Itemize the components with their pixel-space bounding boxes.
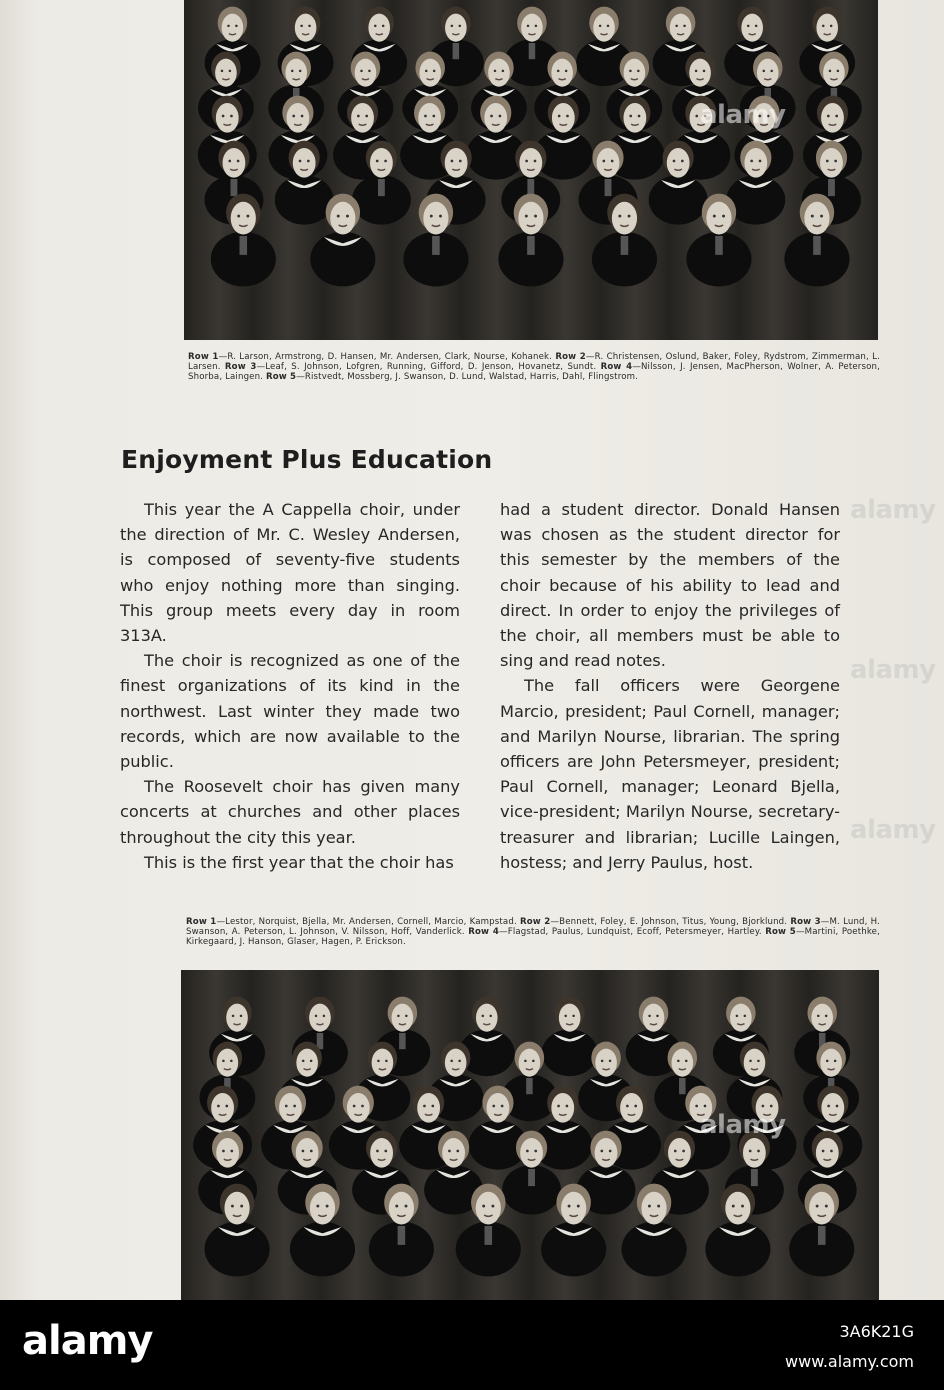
watermark-right-3: alamy (850, 815, 936, 845)
caption-top-row-label: Row 3 (224, 361, 257, 372)
article-paragraph: The choir is recognized as one of the finest organizations of its kind in the northwest. Last winter they made two records, which are now available to the public. (120, 651, 460, 772)
caption-bottom-row-names: —Martini, Poethke, Kirkegaard, J. Hanson, Glaser, Hagen, P. Erickson. (186, 926, 880, 947)
caption-bottom-row-label: Row 5 (765, 926, 796, 937)
article-paragraph: The fall officers were Georgene Marcio, president; Paul Cornell, manager; and Marilyn Nourse, librarian. The spring officers are John Petersmeyer, president; Paul Cornell, manager; Leonard Bjella, vice-president; Marilyn Nourse, secretary-treasurer and librarian; Lucille Laingen, hostess; and Jerry Paulus, host. (500, 676, 840, 872)
caption-top (188, 353, 880, 382)
caption-bottom-row-names: —Bennett, Foley, E. Johnson, Titus, Young, Bjorklund. (550, 917, 791, 927)
caption-bottom-row-label: Row 4 (468, 926, 499, 937)
choir-group-photo-top (184, 0, 878, 340)
article-paragraph: had a student director. Donald Hansen was chosen as the student director for this semester by the members of the choir because of his ability to lead and direct. In order to enjoy the privileges of the choir, all members must be able to sing and read notes. (500, 500, 840, 671)
alamy-logo: alamy (22, 1318, 153, 1364)
caption-top-row-names: —Nilsson, J. Jensen, MacPherson, Wolner, A. Peterson, Shorba, Laingen. (188, 361, 880, 382)
caption-top-row-label: Row 2 (555, 352, 586, 362)
article-paragraph: The Roosevelt choir has given many concerts at churches and other places throughout the city this year. (120, 777, 460, 847)
article-headline: Enjoyment Plus Education (121, 445, 493, 474)
caption-top-row-names: —R. Christensen, Oslund, Baker, Foley, Rydstrom, Zimmerman, L. Larsen. (188, 352, 880, 372)
choir-photo-top-graphic (184, 0, 878, 340)
watermark-right-2: alamy (850, 655, 936, 685)
caption-bottom-row-names: —Lestor, Norquist, Bjella, Mr. Andersen, Cornell, Marcio, Kampstad. (216, 917, 520, 927)
caption-bottom (186, 918, 880, 947)
watermark-right-1: alamy (850, 495, 936, 525)
caption-top-row-label: Row 5 (265, 371, 297, 382)
watermark-footer (0, 1300, 944, 1390)
caption-bottom-row-label: Row 2 (519, 917, 551, 927)
caption-bottom-row-label: Row 1 (186, 917, 217, 927)
caption-top-row-names: —R. Larson, Armstrong, D. Hansen, Mr. Andersen, Clark, Nourse, Kohanek. (218, 352, 556, 362)
article-column-right (500, 497, 840, 875)
caption-top-row-label: Row 4 (600, 361, 633, 372)
caption-bottom-row-names: —M. Lund, H. Swanson, A. Peterson, L. Johnson, V. Nilsson, Hoff, Vanderlick. (186, 917, 881, 937)
caption-bottom-row-label: Row 3 (790, 917, 821, 927)
caption-top-row-label: Row 1 (188, 352, 219, 362)
alamy-url: www.alamy.com (785, 1352, 914, 1371)
caption-top-row-names: —Ristvedt, Mossberg, J. Swanson, D. Lund, Walstad, Harris, Dahl, Flingstrom. (296, 371, 639, 382)
article-paragraph: This year the A Cappella choir, under the direction of Mr. C. Wesley Andersen, is composed of seventy-five students who enjoy nothing more than singing. This group meets every day in room 313A. (120, 500, 460, 646)
article-column-left (120, 497, 460, 875)
image-id: 3A6K21G (839, 1322, 914, 1341)
article-paragraph: This is the first year that the choir has (144, 852, 454, 872)
caption-top-row-names: —Leaf, S. Johnson, Lofgren, Running, Gifford, D. Jenson, Hovanetz, Sundt. (256, 361, 601, 372)
caption-bottom-row-names: —Flagstad, Paulus, Lundquist, Ecoff, Petersmeyer, Hartley. (498, 926, 766, 937)
watermark-top: alamy (700, 100, 786, 130)
watermark-bottom: alamy (700, 1110, 786, 1140)
